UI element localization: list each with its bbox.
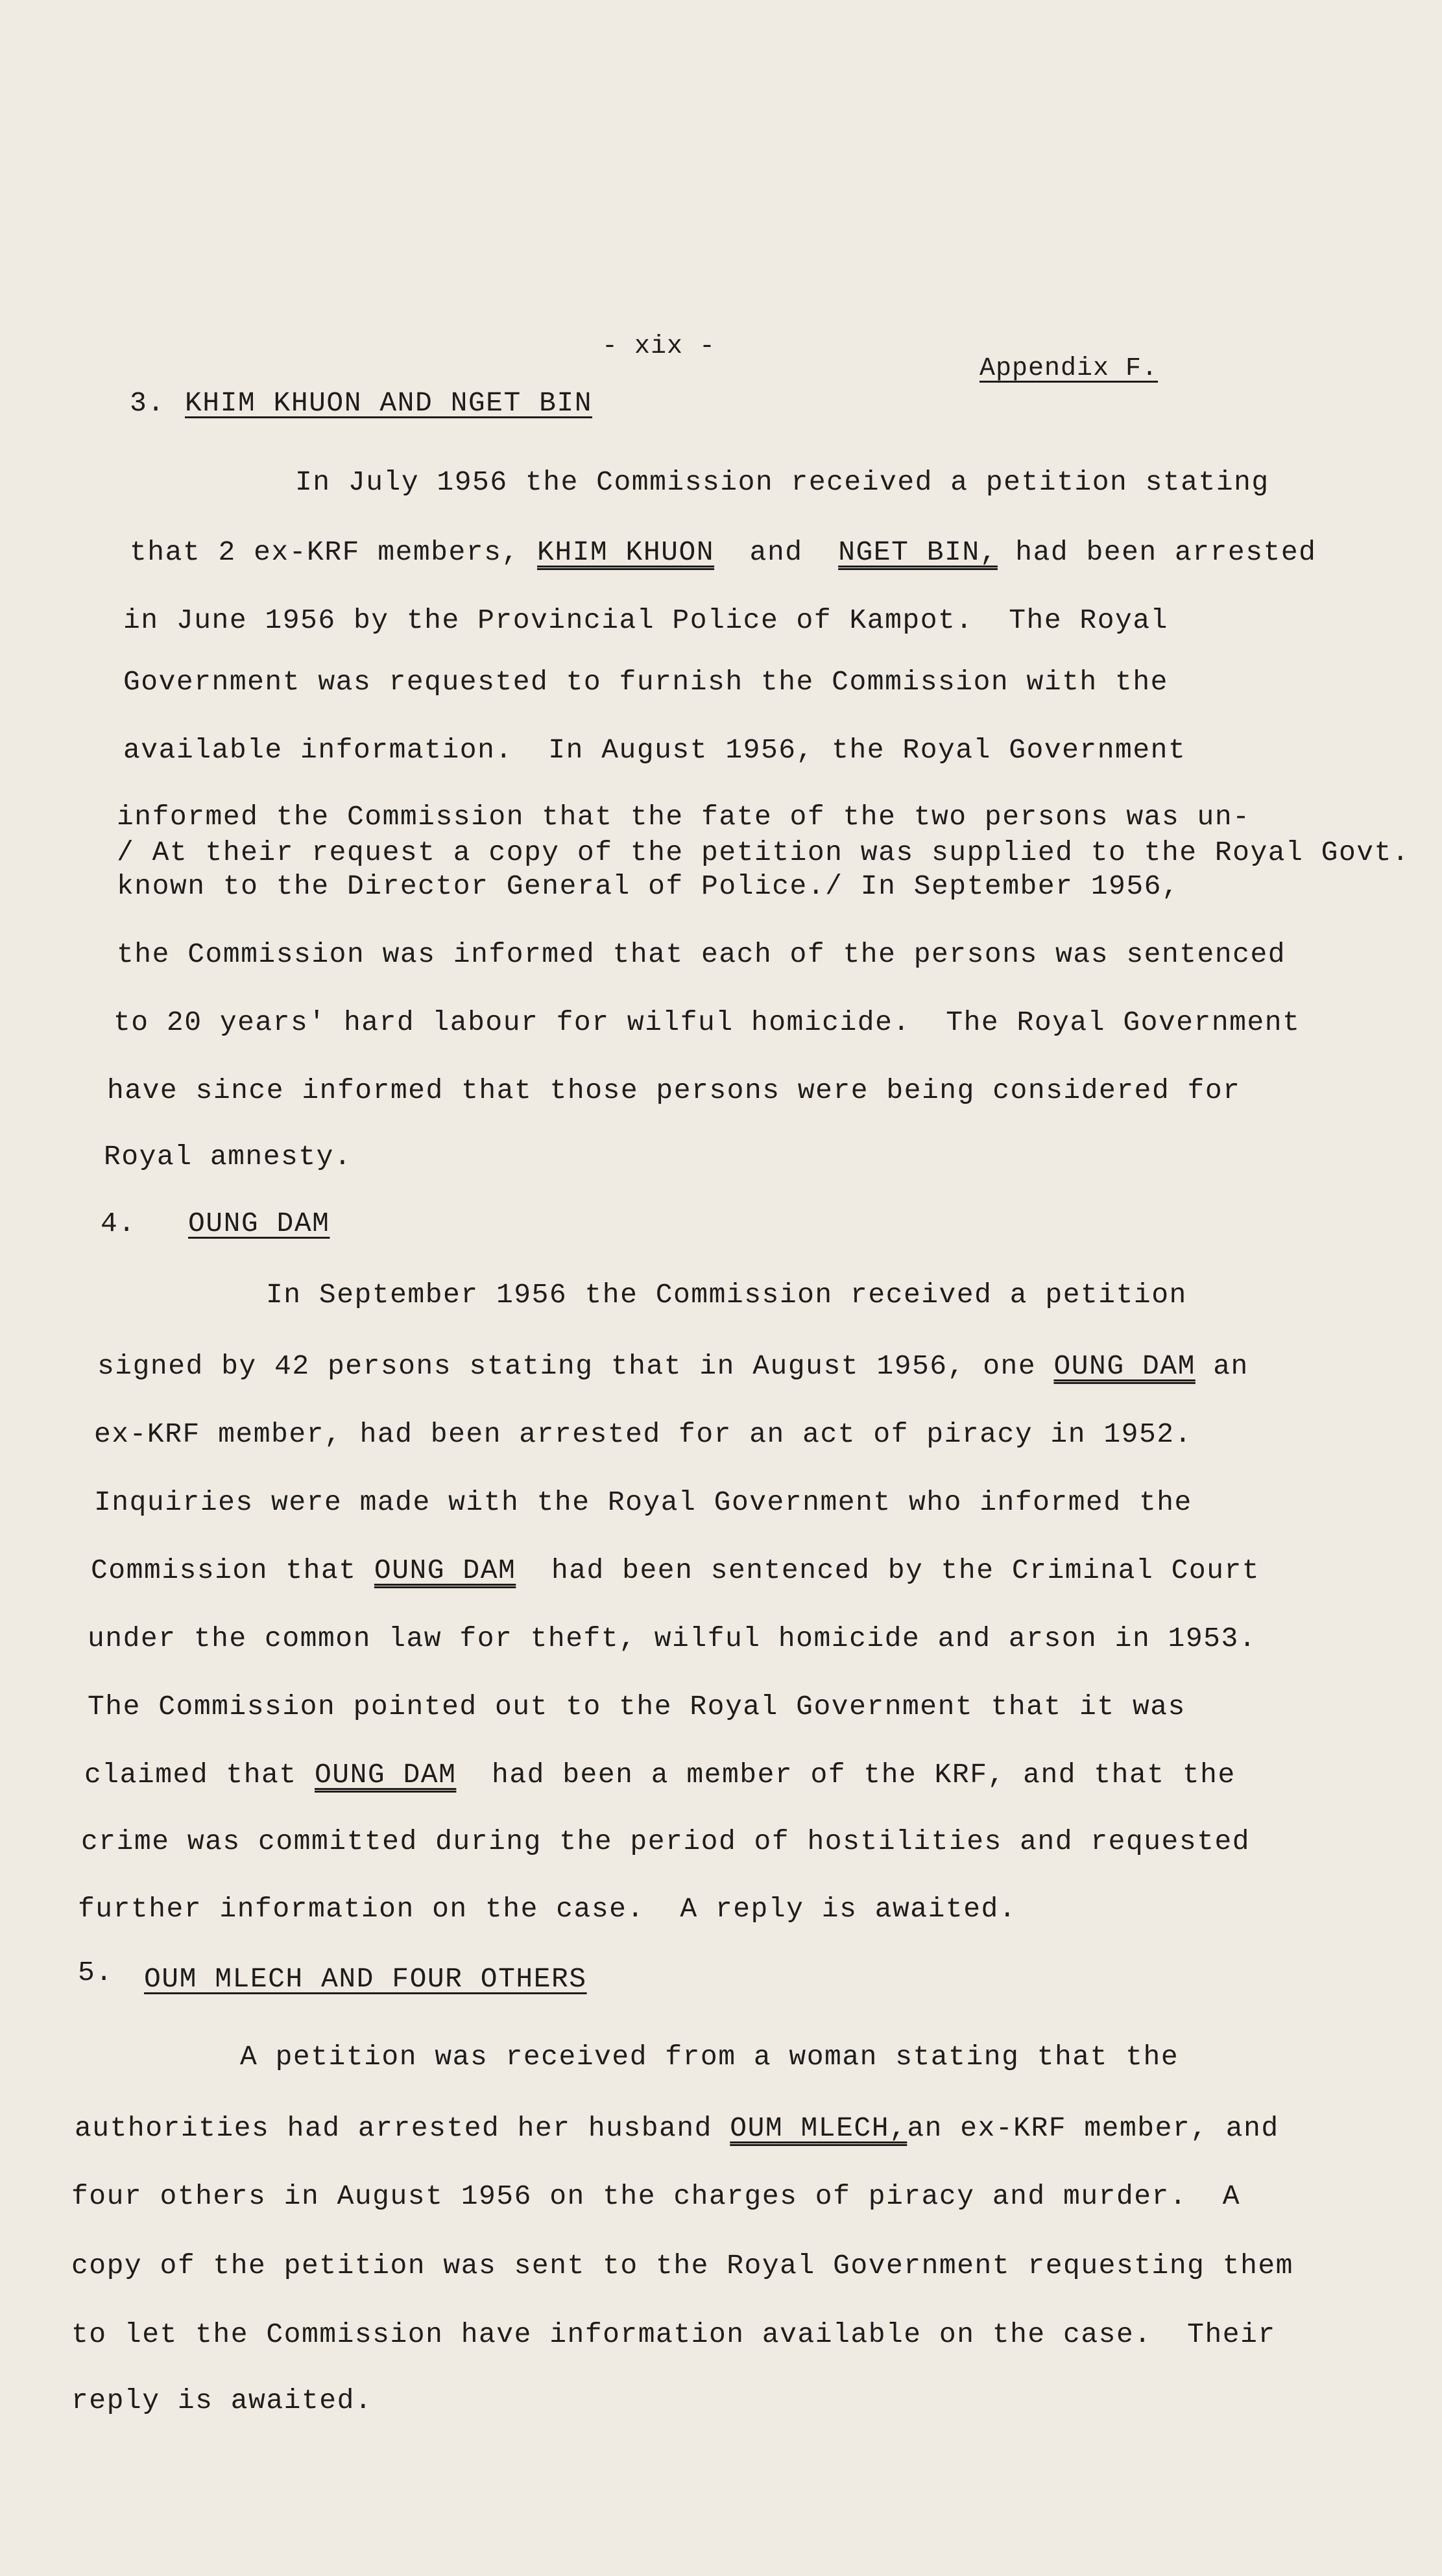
section-4-line-2: signed by 42 persons stating that in August 1956, one OUNG DAM an: [97, 1350, 1249, 1382]
name-khim-khuon: KHIM KHUON: [537, 536, 715, 568]
section-3-line-7: known to the Director General of Police./ In September 1956,: [117, 870, 1180, 902]
section-4-line-4: Inquiries were made with the Royal Government who informed the: [94, 1486, 1192, 1518]
section-3-number: 3.: [130, 387, 165, 419]
section-3-line-4: Government was requested to furnish the Commission with the: [123, 666, 1168, 698]
section-4-line-3: ex-KRF member, had been arrested for an act of piracy in 1952.: [94, 1418, 1192, 1450]
section-5-heading: OUM MLECH AND FOUR OTHERS: [144, 1963, 587, 1995]
section-3-line-2: that 2 ex-KRF members, KHIM KHUON and NGET BIN, had been arrested: [130, 536, 1317, 568]
section-4-line-7: The Commission pointed out to the Royal Government that it was: [88, 1691, 1186, 1723]
section-4-number: 4.: [101, 1208, 136, 1239]
section-3-line-6: informed the Commission that the fate of the two persons was un-: [117, 801, 1251, 833]
section-4-line-1: In September 1956 the Commission received a petition: [266, 1279, 1187, 1311]
section-3-line-5: available information. In August 1956, the Royal Government: [123, 734, 1186, 766]
handwritten-insertion: / At their request a copy of the petition was supplied to the Royal Govt.: [117, 837, 1410, 868]
section-5-line-4: copy of the petition was sent to the Royal Government requesting them: [71, 2250, 1293, 2282]
name-oung-dam-1: OUNG DAM: [1053, 1350, 1196, 1382]
section-5-line-5: to let the Commission have information available on the case. Their: [71, 2319, 1276, 2350]
name-oung-dam-2: OUNG DAM: [374, 1555, 516, 1586]
section-5-line-6: reply is awaited.: [71, 2385, 373, 2416]
section-4-line-9: crime was committed during the period of hostilities and requested: [81, 1826, 1251, 1857]
section-3-line-3: in June 1956 by the Provincial Police of Kampot. The Royal: [123, 604, 1168, 636]
section-3-line-1: In July 1956 the Commission received a petition stating: [295, 466, 1269, 498]
name-oung-dam-3: OUNG DAM: [314, 1759, 457, 1791]
section-5-line-2: authorities had arrested her husband OUM MLECH,an ex-KRF member, and: [75, 2112, 1279, 2144]
section-3-line-8: the Commission was informed that each of the persons was sentenced: [117, 938, 1286, 970]
section-3-line-9: to 20 years' hard labour for wilful homicide. The Royal Government: [114, 1007, 1301, 1038]
section-5-line-1: A petition was received from a woman stating that the: [240, 2041, 1179, 2073]
section-3-line-11: Royal amnesty.: [104, 1141, 352, 1173]
page-number: - xix -: [602, 332, 716, 361]
section-3-heading: KHIM KHUON AND NGET BIN: [185, 387, 592, 419]
name-nget-bin: NGET BIN,: [838, 536, 998, 568]
section-4-line-6: under the common law for theft, wilful homicide and arson in 1953.: [88, 1623, 1257, 1654]
section-4-line-5: Commission that OUNG DAM had been sentenced by the Criminal Court: [91, 1555, 1260, 1586]
section-4-line-10: further information on the case. A reply is awaited.: [78, 1893, 1017, 1925]
appendix-label: Appendix F.: [979, 354, 1159, 383]
section-4-heading: OUNG DAM: [188, 1208, 330, 1239]
section-3-line-10: have since informed that those persons were being considered for: [107, 1075, 1241, 1106]
section-5-number: 5.: [78, 1957, 114, 1988]
section-4-line-8: claimed that OUNG DAM had been a member of the KRF, and that the: [84, 1759, 1236, 1791]
name-oum-mlech: OUM MLECH,: [730, 2112, 907, 2144]
section-5-line-3: four others in August 1956 on the charges of piracy and murder. A: [71, 2180, 1241, 2212]
